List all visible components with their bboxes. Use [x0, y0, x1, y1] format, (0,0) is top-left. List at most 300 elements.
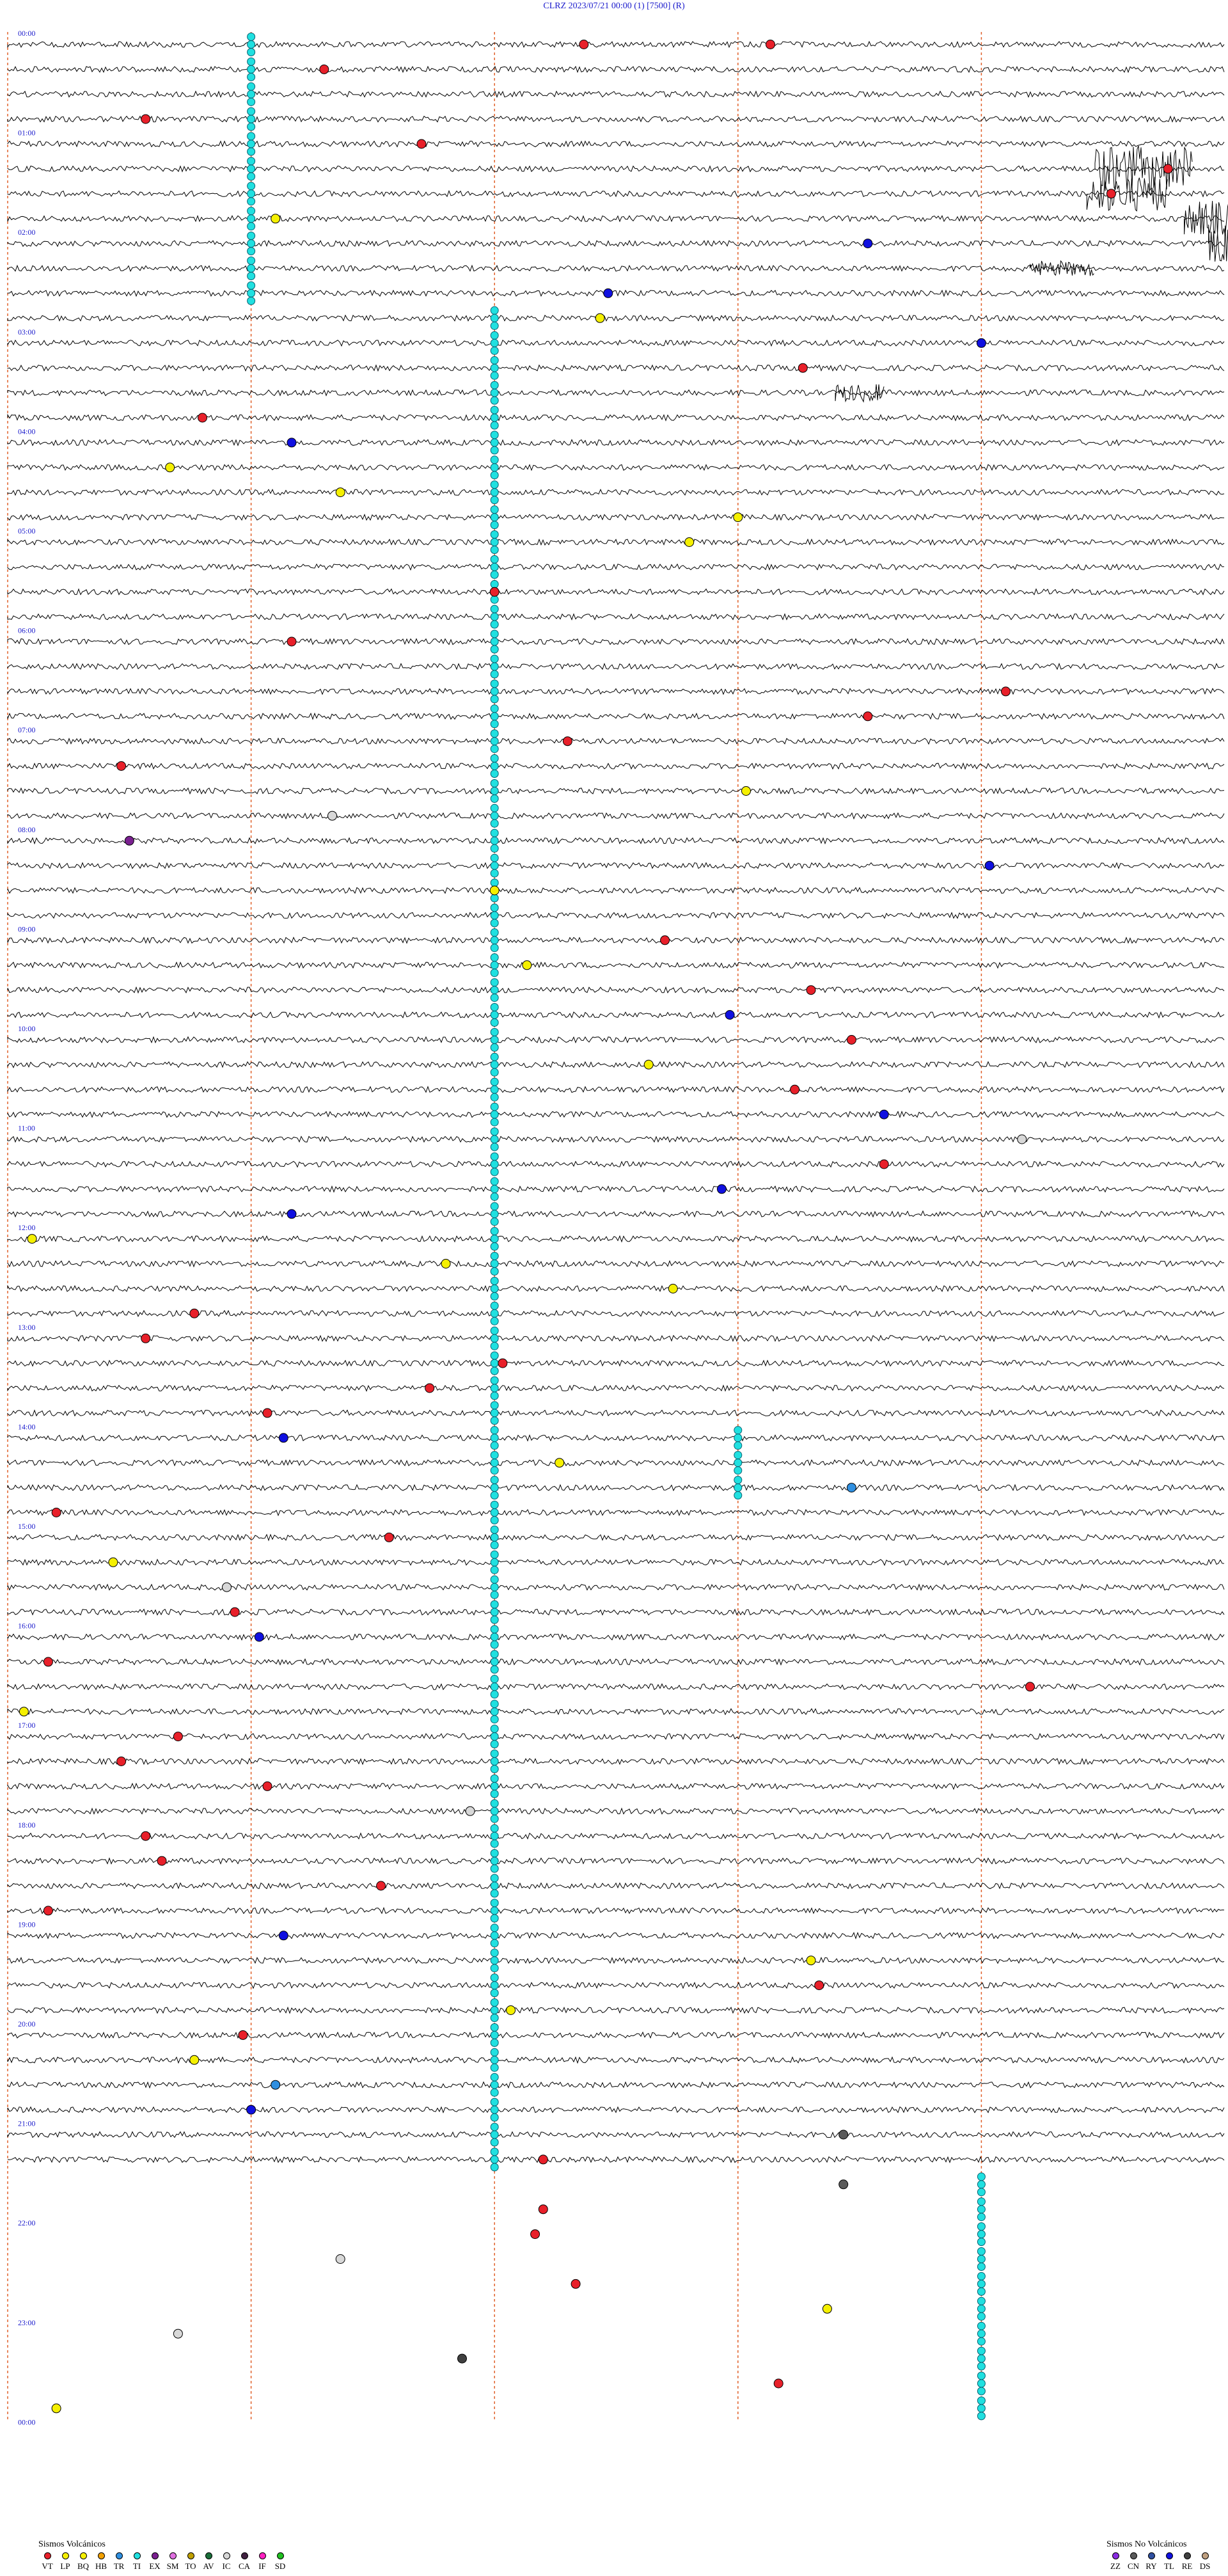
event-marker: [28, 1235, 36, 1244]
legend-item: [235, 2552, 253, 2572]
event-marker: [239, 2030, 248, 2039]
event-marker: [141, 1831, 150, 1840]
event-marker: [230, 1608, 239, 1616]
tremor-marker: [491, 1566, 498, 1574]
tremor-marker: [248, 198, 255, 205]
legend-label: TO: [185, 2561, 196, 2571]
legend-label: ZZ: [1110, 2561, 1121, 2571]
trace-line: [8, 1336, 1224, 1341]
tremor-marker: [491, 680, 498, 688]
event-waveform: [1209, 225, 1228, 262]
trace-line: [8, 2007, 1224, 2013]
tremor-marker: [491, 780, 498, 787]
event-marker: [490, 587, 499, 596]
tremor-marker: [491, 439, 498, 446]
event-marker: [563, 737, 572, 746]
tremor-marker: [491, 979, 498, 986]
tremor-marker: [491, 1608, 498, 1616]
tremor-marker: [491, 936, 498, 944]
tremor-marker: [491, 1750, 498, 1758]
legend-label: DS: [1199, 2561, 1211, 2571]
trace-line: [8, 1137, 1224, 1142]
event-marker: [595, 313, 604, 322]
tremor-marker: [491, 2064, 498, 2071]
tremor-marker: [734, 1459, 742, 1467]
tremor-marker: [977, 2198, 985, 2206]
tremor-marker: [491, 364, 498, 372]
tremor-marker: [491, 1832, 498, 1840]
legend-swatch: [1202, 2552, 1209, 2559]
event-waveform: [1030, 261, 1094, 276]
trace-line: [8, 589, 1224, 595]
trace-line: [8, 788, 1224, 794]
tremor-marker: [491, 605, 498, 613]
tremor-marker: [491, 1758, 498, 1766]
tremor-marker: [491, 1019, 498, 1027]
legend-item: [253, 2552, 271, 2572]
tremor-marker: [491, 812, 498, 819]
hour-label: 20:00: [18, 2019, 36, 2028]
tremor-marker: [491, 1725, 498, 1733]
trace-line: [8, 1435, 1224, 1441]
event-marker: [839, 2130, 848, 2139]
trace-line: [8, 365, 1224, 371]
tremor-marker: [491, 2138, 498, 2146]
event-marker: [717, 1185, 726, 1194]
trace-line: [8, 713, 1224, 719]
tremor-marker: [491, 356, 498, 364]
tremor-marker: [491, 1384, 498, 1392]
legend-swatch: [1130, 2552, 1137, 2559]
event-marker: [644, 1060, 653, 1069]
event-marker: [668, 1284, 677, 1293]
tremor-marker: [491, 471, 498, 479]
tremor-marker: [248, 49, 255, 56]
trace-line: [8, 1162, 1224, 1167]
event-marker: [173, 1732, 182, 1741]
tremor-marker: [491, 2089, 498, 2096]
trace-line: [8, 1485, 1224, 1490]
legend-label: LP: [60, 2561, 70, 2571]
tremor-marker: [491, 787, 498, 795]
event-marker: [863, 239, 872, 248]
legend-item: [110, 2552, 128, 2572]
tremor-marker: [491, 1857, 498, 1865]
tremor-marker: [734, 1426, 742, 1434]
event-marker: [604, 288, 613, 297]
event-marker: [425, 1384, 434, 1393]
hour-label: 15:00: [18, 1522, 36, 1531]
tremor-marker: [977, 2372, 985, 2380]
tremor-marker: [491, 531, 498, 539]
hour-label: 06:00: [18, 626, 36, 635]
legend-label: TL: [1164, 2561, 1174, 2571]
trace-line: [8, 439, 1224, 445]
chart-title: CLRZ 2023/07/21 00:00 (1) [7500] (R): [543, 1, 685, 11]
tremor-marker: [248, 232, 255, 240]
tremor-marker: [491, 819, 498, 827]
tremor-marker: [491, 2131, 498, 2138]
tremor-marker: [248, 281, 255, 289]
tremor-marker: [248, 248, 255, 255]
event-marker: [507, 2006, 516, 2015]
tremor-marker: [491, 1558, 498, 1566]
tremor-marker: [977, 2355, 985, 2362]
trace-line: [8, 1510, 1224, 1515]
legend-label: VT: [42, 2561, 53, 2571]
tremor-marker: [491, 1989, 498, 1997]
tremor-marker: [491, 2014, 498, 2022]
event-marker: [742, 787, 751, 796]
event-marker: [725, 1011, 734, 1020]
event-marker: [839, 2180, 848, 2189]
tremor-marker: [248, 165, 255, 173]
tremor-marker: [491, 1824, 498, 1832]
tremor-marker: [491, 1235, 498, 1243]
tremor-marker: [491, 720, 498, 728]
trace-line: [8, 1560, 1224, 1565]
tremor-marker: [491, 1068, 498, 1076]
tremor-marker: [491, 506, 498, 514]
tremor-marker: [248, 265, 255, 273]
event-marker: [531, 2230, 540, 2239]
tremor-marker: [491, 1526, 498, 1533]
event-marker: [539, 2205, 547, 2214]
tremor-marker: [491, 2106, 498, 2114]
event-marker: [985, 861, 994, 870]
tremor-marker: [491, 670, 498, 678]
event-marker: [141, 1334, 150, 1343]
trace-line: [8, 1584, 1224, 1590]
legend-label: TI: [132, 2561, 141, 2571]
tremor-marker: [491, 1907, 498, 1915]
tremor-marker: [491, 2114, 498, 2121]
tremor-marker: [491, 1004, 498, 1011]
trace-line: [8, 67, 1224, 72]
tremor-marker: [491, 2039, 498, 2046]
tremor-marker: [491, 1178, 498, 1185]
hour-label: 21:00: [18, 2119, 36, 2128]
tremor-marker: [491, 1616, 498, 1624]
trace-line: [8, 1659, 1224, 1665]
legend-item: [200, 2552, 217, 2572]
event-waveform: [835, 384, 884, 402]
hour-label: 00:00: [18, 2417, 36, 2427]
tremor-marker: [734, 1492, 742, 1499]
legend-item: [56, 2552, 74, 2572]
trace-line: [8, 1833, 1224, 1839]
tremor-marker: [977, 2280, 985, 2288]
event-marker: [377, 1881, 386, 1890]
tremor-marker: [491, 879, 498, 887]
tremor-marker: [491, 1974, 498, 1982]
event-marker: [879, 1110, 888, 1119]
event-marker: [685, 538, 694, 547]
trace-line: [8, 1286, 1224, 1292]
tremor-marker: [491, 1999, 498, 2007]
tremor-marker: [491, 1426, 498, 1434]
trace-line: [8, 863, 1224, 869]
trace-line: [8, 2157, 1224, 2163]
tremor-marker: [491, 944, 498, 952]
trace-line: [8, 1634, 1224, 1640]
tremor-marker: [491, 389, 498, 397]
tremor-marker: [491, 539, 498, 546]
trace-line: [8, 390, 1224, 396]
tremor-marker: [491, 1417, 498, 1425]
trace-line: [8, 1186, 1224, 1192]
event-marker: [523, 961, 531, 970]
event-marker: [766, 40, 775, 49]
tremor-marker: [491, 1193, 498, 1201]
trace-line: [8, 1808, 1224, 1814]
tremor-marker: [491, 1807, 498, 1815]
tremor-marker: [977, 2347, 985, 2355]
tremor-marker: [491, 1293, 498, 1300]
tremor-marker: [491, 1691, 498, 1698]
tremor-marker: [248, 33, 255, 41]
tremor-marker: [491, 620, 498, 628]
tremor-marker: [491, 2073, 498, 2081]
tremor-marker: [977, 2248, 985, 2256]
tremor-marker: [491, 1492, 498, 1499]
tremor-marker: [491, 1252, 498, 1260]
tremor-marker: [491, 638, 498, 645]
trace-line: [8, 937, 1224, 943]
tremor-marker: [491, 1053, 498, 1061]
legend-nonvolcanic-title: Sismos No Volcánicos: [1106, 2540, 1187, 2549]
tremor-marker: [491, 414, 498, 422]
tremor-marker: [491, 1641, 498, 1648]
event-marker: [977, 338, 986, 347]
tremor-marker: [491, 1915, 498, 1922]
tremor-marker: [491, 1434, 498, 1442]
tremor-marker: [491, 1061, 498, 1068]
tremor-marker: [491, 1377, 498, 1384]
tremor-marker: [491, 1352, 498, 1359]
tremor-marker: [491, 406, 498, 414]
hour-label: 17:00: [18, 1721, 36, 1730]
hour-label: 10:00: [18, 1024, 36, 1033]
tremor-marker: [491, 1957, 498, 1964]
tremor-marker: [491, 994, 498, 1002]
trace-line: [8, 166, 1224, 172]
tremor-marker: [491, 1650, 498, 1658]
tremor-marker: [491, 1741, 498, 1748]
legend-item: [1106, 2552, 1124, 2572]
tremor-marker: [491, 521, 498, 529]
trace-line: [8, 738, 1224, 744]
event-marker: [117, 762, 126, 771]
event-marker: [125, 836, 134, 845]
tremor-marker: [491, 1160, 498, 1168]
tremor-marker: [491, 954, 498, 961]
hour-label: 23:00: [18, 2318, 36, 2327]
event-marker: [1106, 189, 1115, 198]
event-marker: [279, 1434, 288, 1442]
tremor-marker: [248, 297, 255, 304]
tremor-marker: [248, 215, 255, 223]
tremor-marker: [491, 2098, 498, 2106]
event-marker: [807, 986, 815, 995]
legend-swatch: [187, 2552, 194, 2559]
event-marker: [190, 1309, 199, 1318]
tremor-marker: [491, 306, 498, 314]
tremor-marker: [734, 1476, 742, 1484]
trace-line: [8, 1037, 1224, 1043]
event-marker: [328, 811, 337, 820]
trace-line: [8, 1112, 1224, 1118]
trace-line: [8, 315, 1224, 321]
event-marker: [287, 1210, 296, 1219]
tremor-marker: [491, 770, 498, 778]
tremor-marker: [977, 2238, 985, 2246]
tremor-marker: [248, 107, 255, 115]
tremor-marker: [491, 1093, 498, 1101]
tremor-marker: [491, 1484, 498, 1492]
hour-label: 12:00: [18, 1223, 36, 1233]
tremor-marker: [491, 912, 498, 919]
legend-swatch: [1112, 2552, 1119, 2559]
trace-line: [8, 191, 1224, 196]
trace-line: [8, 987, 1224, 993]
tremor-marker: [491, 1459, 498, 1467]
event-marker: [157, 1856, 166, 1865]
tremor-marker: [491, 456, 498, 464]
tremor-marker: [491, 1517, 498, 1524]
trace-line: [8, 1982, 1224, 1988]
tremor-marker: [491, 1899, 498, 1907]
legend-swatch: [1148, 2552, 1155, 2559]
tremor-marker: [491, 1011, 498, 1019]
trace-line: [8, 1932, 1224, 1938]
tremor-marker: [491, 422, 498, 429]
tremor-marker: [491, 1949, 498, 1957]
event-marker: [336, 488, 345, 497]
event-marker: [43, 1657, 52, 1666]
tremor-marker: [491, 1128, 498, 1135]
trace-line: [8, 1211, 1224, 1217]
event-marker: [458, 2354, 467, 2363]
hour-label: 08:00: [18, 825, 36, 834]
event-marker: [263, 1782, 272, 1790]
tremor-marker: [491, 546, 498, 554]
tremor-marker: [491, 2081, 498, 2089]
trace-line: [8, 763, 1224, 769]
tremor-marker: [491, 745, 498, 753]
legend-item: [74, 2552, 92, 2572]
tremor-marker: [491, 1135, 498, 1143]
tremor-marker: [491, 1277, 498, 1285]
tremor-marker: [491, 1658, 498, 1666]
event-marker: [287, 637, 296, 646]
tremor-marker: [491, 1666, 498, 1673]
event-marker: [271, 2080, 280, 2089]
event-marker: [879, 1160, 888, 1169]
trace-line: [8, 2132, 1224, 2138]
tremor-marker: [977, 2362, 985, 2370]
tremor-marker: [491, 837, 498, 844]
tremor-marker: [491, 1203, 498, 1210]
event-marker: [52, 2404, 61, 2413]
event-marker: [1002, 687, 1011, 696]
tremor-marker: [491, 1591, 498, 1599]
tremor-marker: [491, 1367, 498, 1375]
tremor-marker: [491, 630, 498, 638]
tremor-marker: [491, 1153, 498, 1160]
tremor-marker: [977, 2397, 985, 2405]
tremor-marker: [491, 844, 498, 852]
tremor-marker: [491, 571, 498, 578]
tremor-marker: [491, 1260, 498, 1268]
tremor-marker: [491, 481, 498, 489]
legend-item: [1160, 2552, 1178, 2572]
trace-line: [8, 1012, 1224, 1018]
tremor-marker: [491, 347, 498, 354]
tremor-marker: [491, 1285, 498, 1293]
tremor-marker: [491, 645, 498, 653]
tremor-marker: [491, 1210, 498, 1218]
tremor-marker: [491, 1501, 498, 1509]
legend-item: [1124, 2552, 1142, 2572]
legend-swatch: [241, 2552, 248, 2559]
tremor-marker: [491, 894, 498, 902]
tremor-marker: [491, 580, 498, 588]
tremor-marker: [491, 1359, 498, 1367]
legend-swatch: [80, 2552, 87, 2559]
tremor-marker: [491, 795, 498, 803]
tremor-marker: [491, 1334, 498, 1342]
legend-swatch: [62, 2552, 69, 2559]
tremor-marker: [491, 1118, 498, 1126]
trace-line: [8, 1684, 1224, 1689]
tremor-marker: [248, 207, 255, 215]
tremor-marker: [491, 730, 498, 738]
trace-line: [8, 1957, 1224, 1963]
trace-line: [8, 2082, 1224, 2088]
tremor-marker: [491, 314, 498, 322]
tremor-marker: [491, 563, 498, 571]
tremor-marker: [977, 2305, 985, 2312]
tremor-marker: [491, 1774, 498, 1782]
tremor-marker: [491, 1964, 498, 1972]
trace-line: [8, 888, 1224, 894]
legend-swatch: [134, 2552, 141, 2559]
tremor-marker: [248, 182, 255, 190]
hour-label: 04:00: [18, 427, 36, 436]
tremor-marker: [491, 397, 498, 404]
event-marker: [52, 1508, 61, 1517]
tremor-marker: [491, 1476, 498, 1484]
tremor-marker: [491, 555, 498, 563]
hour-label: 03:00: [18, 327, 36, 336]
trace-line: [8, 241, 1224, 246]
trace-line: [8, 91, 1224, 97]
event-marker: [466, 1806, 475, 1815]
tremor-marker: [248, 148, 255, 155]
tremor-marker: [491, 705, 498, 713]
tremor-marker: [491, 431, 498, 439]
trace-line: [8, 265, 1224, 271]
tremor-marker: [491, 1815, 498, 1822]
event-marker: [661, 936, 670, 945]
tremor-marker: [491, 1342, 498, 1350]
tremor-marker: [248, 289, 255, 297]
trace-line: [8, 913, 1224, 919]
tremor-marker: [491, 2056, 498, 2064]
tremor-marker: [977, 2337, 985, 2345]
tremor-marker: [491, 1865, 498, 1872]
